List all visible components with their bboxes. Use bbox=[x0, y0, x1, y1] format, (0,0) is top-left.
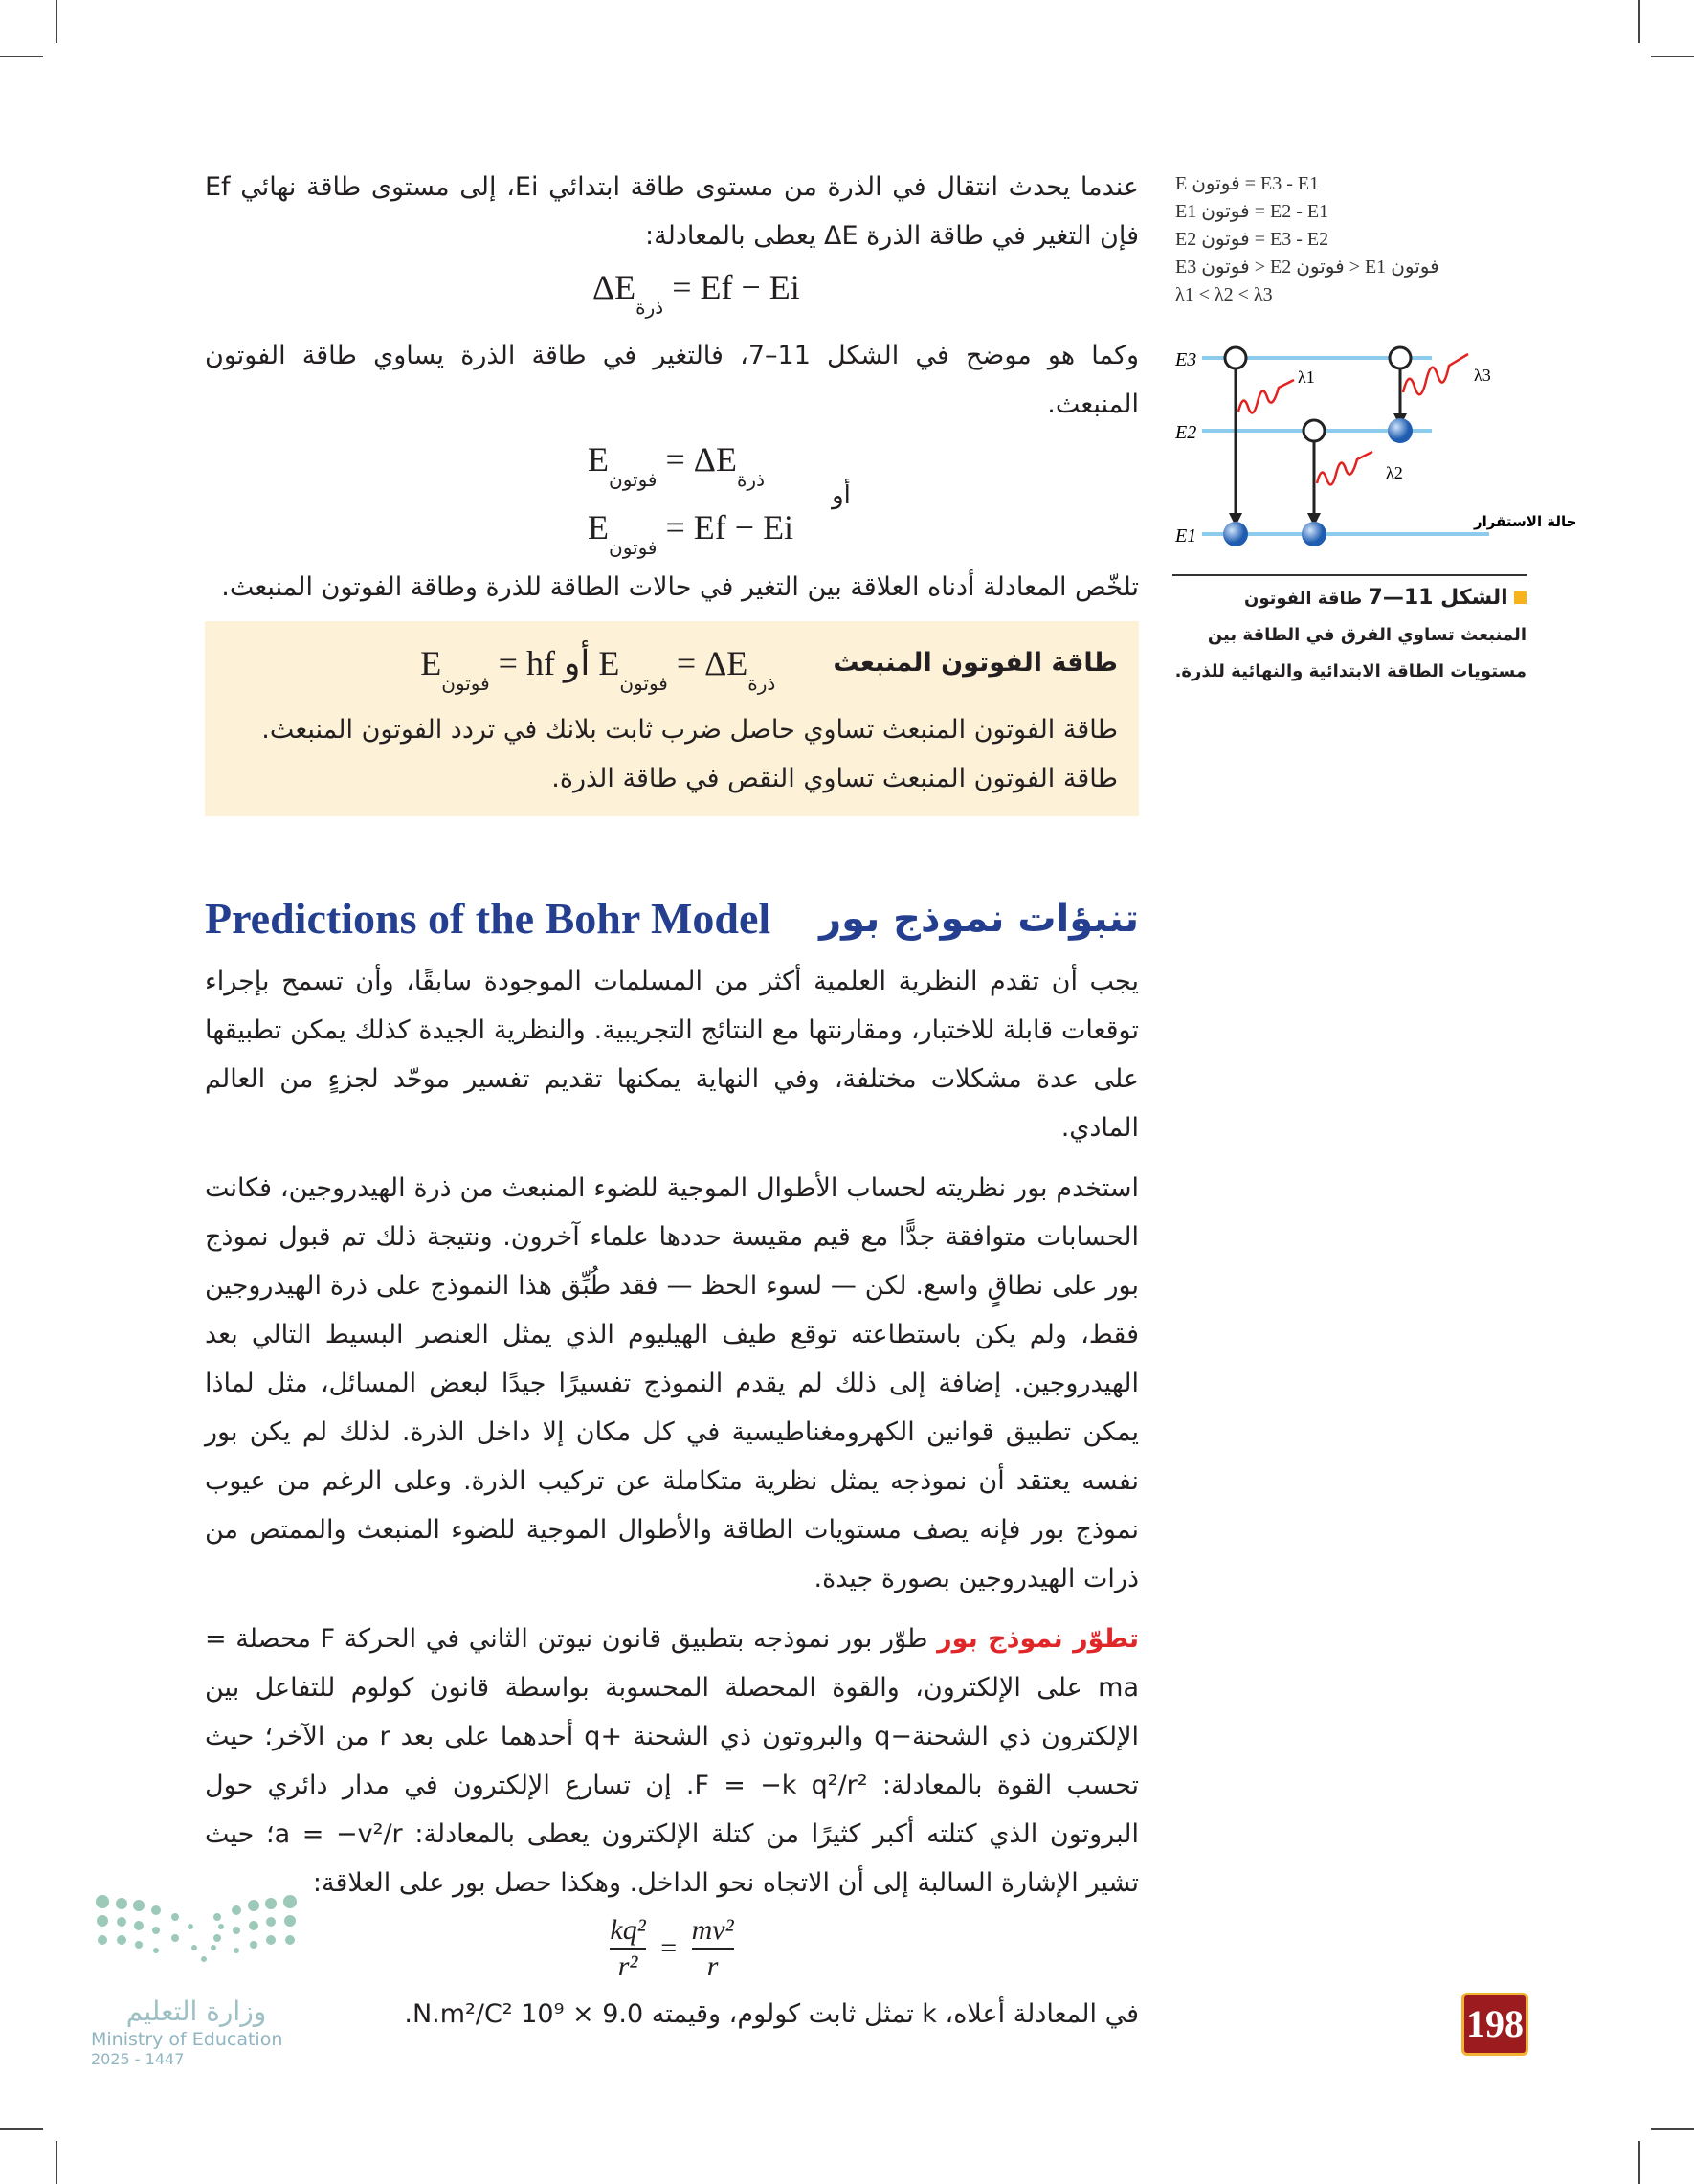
crop-mark bbox=[56, 0, 57, 43]
eq-sub: فوتون bbox=[619, 672, 668, 695]
formula: E3 فوتون > E2 فوتون > E1 فوتون bbox=[1175, 256, 1439, 278]
caption-text: طاقة الفوتون المنبعث تساوي الفرق في الطاقة بين مستويات الطاقة الابتدائية والنهائية للذرة. bbox=[1174, 589, 1527, 681]
eq-part: = hf أو E bbox=[498, 644, 620, 682]
eq-sub: فوتون bbox=[609, 536, 658, 559]
frac-den: r² bbox=[617, 1950, 638, 1982]
eq-sub: ذرة bbox=[736, 468, 765, 491]
section-heading bbox=[205, 893, 1139, 944]
eq-rhs: = ΔE bbox=[665, 440, 737, 479]
eq-lhs: E bbox=[588, 508, 609, 546]
caption-number: الشكل 11—7 bbox=[1368, 586, 1508, 610]
photon-equations bbox=[205, 429, 1139, 563]
eq-sub: فوتون bbox=[609, 468, 658, 491]
energy-level-diagram bbox=[1168, 335, 1577, 565]
crop-mark bbox=[1638, 0, 1640, 43]
main-column bbox=[205, 163, 1139, 2039]
crop-mark bbox=[1638, 2141, 1640, 2184]
eq-sub: ذرة bbox=[747, 672, 776, 695]
caption-bullet-icon bbox=[1514, 591, 1527, 604]
equation-delta-e bbox=[205, 260, 1139, 331]
crop-mark bbox=[0, 56, 43, 57]
lambda-label: λ1 bbox=[1298, 368, 1315, 387]
eq-lhs: ΔE bbox=[592, 268, 636, 306]
figure-formulas bbox=[1175, 170, 1439, 309]
eq-rhs: = Ef − Ei bbox=[665, 508, 794, 546]
paragraph-2: استخدم بور نظريته لحساب الأطوال الموجية للضوء المنبعث من ذرة الهيدروجين، فكانت الحسابات متوافقة جدًّا مع قيم مقيسة حددها علماء آخرون. ونتيجة ذلك تم قبول نموذج بور على نطاقٍ واسع. لكن — لسوء الحظ — فقد طُبِّق هذا النموذج على ذرة الهيدروجين فقط، ولم يكن باستطاعته توقع طيف الهيليوم الذي يمثل العنصر البسيط التالي بعد الهيدروجين. إضافة إلى ذلك لم يقدم النموذج تفسيرًا جيدًا لبعض المسائل، مثل لماذا يمكن تطبيق قوانين الكهرومغناطيسية في كل مكان إلا داخل الذرة. لذلك لم يكن بور نفسه يعتقد أن نموذجه يمثل نظرية متكاملة عن تركيب الذرة. وعلى الرغم من عيوب نموذج بور فإنه يصف مستويات الطاقة والأطوال الموجية للضوء المنبعث والممتص من ذرات الهيدروجين بصورة جيدة. bbox=[205, 1173, 1139, 1593]
frac-den: r bbox=[706, 1950, 719, 1982]
transition-arrows bbox=[1236, 369, 1400, 517]
paragraph-1: يجب أن تقدم النظرية العلمية أكثر من المسلمات الموجودة سابقًا، وأن تسمح بإجراء توقعات قابلة للاختبار، ومقارنتها مع النتائج التجريبية. والنظرية الجيدة كذلك يمكن تطبيقها على عدة مشكلات مختلفة، وفي النهاية يمكنها تقديم تفسير موحّد لجزءٍ من العالم المادي. bbox=[205, 967, 1139, 1143]
box-header bbox=[226, 638, 1118, 705]
figure-caption bbox=[1172, 574, 1527, 690]
frac-num: kq² bbox=[610, 1913, 645, 1950]
lambda-label: λ3 bbox=[1474, 366, 1491, 385]
box-line1: طاقة الفوتون المنبعث تساوي حاصل ضرب ثابت بلانك في تردد الفوتون المنبعث. bbox=[261, 715, 1118, 745]
paragraph-3 bbox=[205, 1615, 1139, 1907]
crop-mark bbox=[56, 2141, 57, 2184]
bohr-equation bbox=[205, 1907, 1139, 1990]
photon-waves bbox=[1238, 354, 1468, 484]
paragraph-body: طوّر بور نموذجه بتطبيق قانون نيوتن الثاني في الحركة F محصلة = ma على الإلكترون، والقوة المحصلة المحسوبة بواسطة قانون كولوم للتفاعل بين الإلكترون ذي الشحنة−q والبروتون ذي الشحنة +q أحدهما على بعد r من الآخر؛ حيث تحسب القوة بالمعادلة: F = −k q²/r². إن تسارع الإلكترون في مدار دائري حول البروتون الذي كتلته أكبر كثيرًا من كتلة الإلكترون يعطى بالمعادلة: a = −v²/r؛ حيث تشير الإشارة السالبة إلى أن الاتجاه نحو الداخل. وهكذا حصل بور على العلاقة: bbox=[205, 1624, 1140, 1898]
empty-states bbox=[1225, 347, 1411, 441]
eq-part: = ΔE bbox=[676, 644, 748, 682]
equation-photon-1 bbox=[588, 438, 793, 491]
coulomb-constant-line: في المعادلة أعلاه، k تمثل ثابت كولوم، وقيمته 9.0 × 10⁹ N.m²/C². bbox=[404, 1999, 1139, 2029]
frac-num: mv² bbox=[692, 1913, 734, 1950]
logo-year: 2025 - 1447 bbox=[91, 2050, 185, 2068]
box-line2: طاقة الفوتون المنبعث تساوي النقص في طاقة الذرة. bbox=[551, 764, 1118, 793]
eq-sub: ذرة bbox=[635, 296, 664, 319]
paragraph-lead: تطوّر نموذج بور bbox=[937, 1624, 1139, 1654]
formula: E1 فوتون = E2 - E1 bbox=[1175, 201, 1329, 222]
frac-eq: = bbox=[660, 1932, 678, 1964]
crop-mark bbox=[0, 2128, 43, 2130]
ground-state-label: حالة الاستقرار bbox=[1474, 513, 1577, 530]
or-label: أو bbox=[832, 481, 851, 510]
eq-lhs: E bbox=[588, 440, 609, 479]
eq-sub: فوتون bbox=[441, 672, 490, 695]
formula: E2 فوتون = E3 - E2 bbox=[1175, 229, 1329, 250]
formula: λ1 < λ2 < λ3 bbox=[1175, 284, 1273, 305]
lambda-label: λ2 bbox=[1386, 463, 1403, 482]
level-label: E2 bbox=[1175, 422, 1197, 443]
logo-dots-icon bbox=[91, 1890, 301, 1976]
level-label: E1 bbox=[1175, 525, 1197, 546]
intro-line2: وكما هو موضح في الشكل 11–7، فالتغير في طاقة الذرة يساوي طاقة الفوتون المنبعث. bbox=[205, 341, 1140, 419]
level-label: E3 bbox=[1175, 349, 1197, 370]
intro-paragraph: عندما يحدث انتقال في الذرة من مستوى طاقة ابتدائي Ei، إلى مستوى طاقة نهائي Ef فإن التغير في طاقة الذرة ΔE يعطى بالمعادلة: bbox=[205, 172, 1139, 251]
formula: E فوتون = E3 - E1 bbox=[1175, 173, 1320, 194]
key-equation-box bbox=[205, 621, 1139, 816]
crop-mark bbox=[1651, 56, 1694, 57]
eq-rhs: = Ef − Ei bbox=[672, 268, 800, 306]
heading-english: Predictions of the Bohr Model bbox=[205, 894, 771, 943]
logo-arabic: وزارة التعليم bbox=[125, 1995, 267, 2027]
page-number: 198 bbox=[1461, 1993, 1528, 2056]
crop-mark bbox=[1651, 2128, 1694, 2130]
eq-part: E bbox=[420, 644, 442, 682]
intro-line3: تلخّص المعادلة أدناه العلاقة بين التغير في حالات الطاقة للذرة وطاقة الفوتون المنبعث. bbox=[221, 572, 1139, 602]
equation-photon-2 bbox=[588, 506, 794, 559]
logo-english: Ministry of Education bbox=[91, 2029, 283, 2050]
heading-arabic: تنبؤات نموذج بور bbox=[819, 896, 1139, 941]
box-formula bbox=[420, 638, 776, 695]
box-title: طاقة الفوتون المنبعث bbox=[833, 648, 1118, 678]
ministry-logo bbox=[91, 1890, 301, 2068]
